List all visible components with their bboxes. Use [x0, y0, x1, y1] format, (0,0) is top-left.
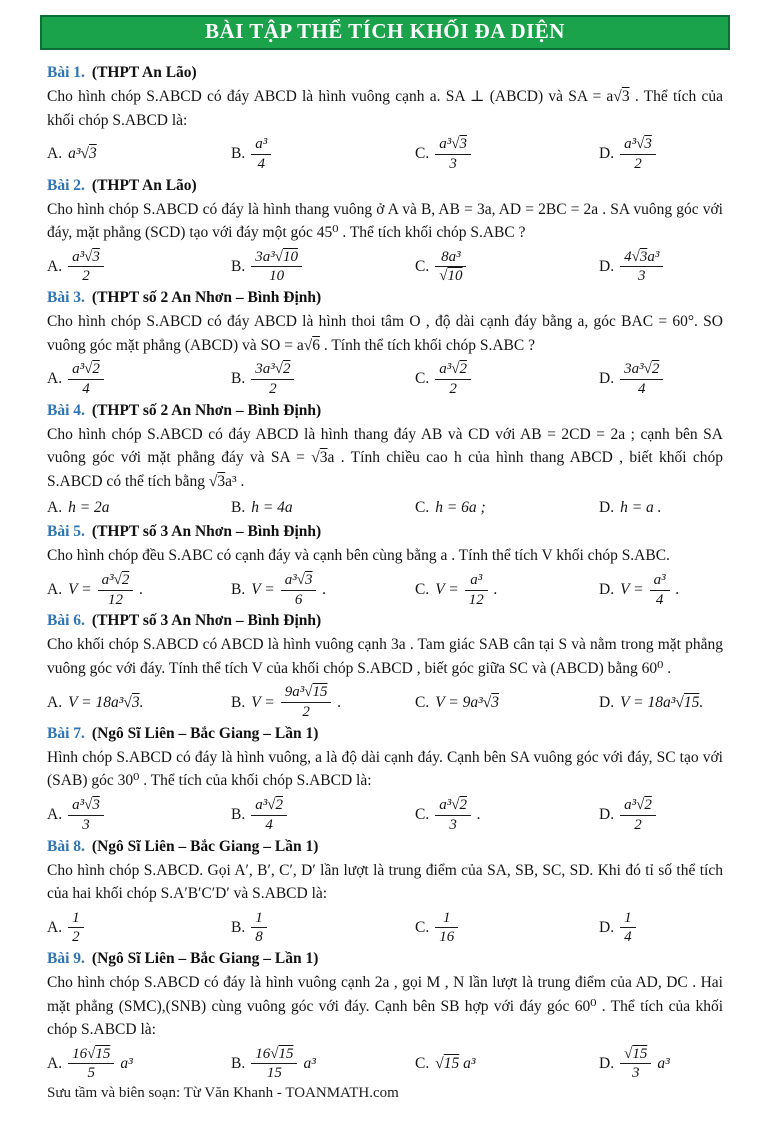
- problem-source: (Ngô Sĩ Liên – Bắc Giang – Lần 1): [91, 837, 319, 855]
- choices-row: [47, 361, 723, 398]
- answer-choice: [599, 797, 723, 834]
- answer-choice: [231, 684, 415, 721]
- fraction-numerator: 3a³√10: [251, 249, 302, 268]
- problem-block: [47, 288, 723, 398]
- fraction-denominator: 4: [655, 591, 664, 608]
- problem-body: Cho hình chóp S.ABCD có đáy là hình vuông cạnh 2a , gọi M , N lần lượt là trung điểm của AD, DC . Hai mặt phẳng (SMC),(SNB) cùng vuông góc với đáy. Cạnh bên SB hợp với đáy góc 60⁰ . Thể tích của khối chóp S.ABCD là:: [47, 974, 723, 1039]
- answer-choice: [47, 497, 231, 519]
- radicand: 15: [278, 1045, 294, 1062]
- choice-label: D.: [599, 145, 615, 163]
- fraction-denominator: 3: [82, 816, 90, 833]
- problem-number: Bài 8.: [47, 837, 85, 855]
- choices-row: [47, 249, 723, 286]
- radicand: 15: [632, 1045, 648, 1062]
- problem-block: [47, 611, 723, 721]
- choice-label: D.: [599, 806, 615, 824]
- choices-row: [47, 1046, 723, 1083]
- problem-source: (THPT số 2 An Nhơn – Bình Định): [91, 401, 322, 419]
- problem-source: (THPT số 2 An Nhơn – Bình Định): [91, 289, 322, 307]
- problem-body: Cho hình chóp S.ABCD có đáy là hình thang vuông ở A và B, AB = 3a, AD = 2BC = 2a . SA vuông góc với đáy, mặt phẳng (SCD) tạo với đáy một góc 45⁰ . Thể tích khối chóp S.ABC ?: [47, 200, 723, 242]
- fraction: [620, 361, 663, 398]
- fraction: [650, 572, 670, 609]
- answer-choice: [599, 136, 723, 173]
- fraction-numerator: a³√2: [620, 797, 656, 816]
- choice-expression: h = 6a ;: [435, 499, 486, 517]
- radicand: 15: [443, 1054, 460, 1072]
- problem-block: [47, 949, 723, 1082]
- fraction: [281, 684, 332, 721]
- fraction-denominator: 2: [449, 380, 457, 397]
- answer-choice: [231, 497, 415, 519]
- answer-choice: [415, 797, 599, 834]
- fraction-denominator: 2: [72, 929, 80, 946]
- radicand: 2: [275, 796, 283, 813]
- answer-choice: [231, 1046, 415, 1083]
- answer-choice: [231, 572, 415, 609]
- problem-number: Bài 5.: [47, 523, 85, 541]
- fraction-denominator: 10: [269, 268, 285, 285]
- answer-choice: [415, 692, 599, 714]
- answer-choice: [415, 572, 599, 609]
- fraction-numerator: a³√2: [435, 361, 471, 380]
- fraction-denominator: 4: [82, 380, 90, 397]
- fraction: [68, 910, 84, 947]
- radicand: 2: [651, 361, 660, 378]
- answer-choice: [47, 361, 231, 398]
- fraction-denominator: 3: [631, 1065, 640, 1082]
- fraction-denominator: 3: [637, 268, 646, 285]
- choices-row: [47, 797, 723, 834]
- choice-label: B.: [231, 257, 246, 275]
- fraction-denominator: 8: [255, 929, 263, 946]
- problem-heading: [47, 837, 723, 857]
- choice-expression: h = a .: [620, 499, 662, 517]
- choices-row: [47, 684, 723, 721]
- choice-expression-suffix: .: [493, 581, 498, 599]
- fraction-numerator: 1: [435, 910, 458, 929]
- answer-choice: [231, 361, 415, 398]
- fraction-numerator: √15: [620, 1046, 651, 1065]
- choice-label: C.: [415, 693, 430, 711]
- fraction-numerator: a³: [251, 136, 271, 155]
- fraction-numerator: a³√3: [281, 572, 317, 591]
- fraction-numerator: a³: [465, 572, 488, 591]
- fraction-denominator: 2: [634, 816, 642, 833]
- choice-label: A.: [47, 370, 63, 388]
- answer-choice: [415, 497, 599, 519]
- choice-expression: V =: [68, 581, 92, 599]
- radicand: 15: [95, 1045, 111, 1062]
- fraction-denominator: 4: [265, 816, 273, 833]
- footer-credit: Sưu tầm và biên soạn: Từ Văn Khanh - TOANMATH.com: [47, 1085, 399, 1102]
- problem-number: Bài 7.: [47, 724, 85, 742]
- choice-label: B.: [231, 1054, 246, 1072]
- choice-expression: a³√3: [68, 145, 97, 163]
- choice-expression-suffix: .: [139, 581, 144, 599]
- fraction: [465, 572, 488, 609]
- answer-choice: [47, 249, 231, 286]
- answer-choice: [47, 1046, 231, 1083]
- radicand: 10: [282, 248, 298, 265]
- radicand: 3: [639, 248, 648, 265]
- choice-label: B.: [231, 693, 246, 711]
- choice-expression-suffix: .: [675, 581, 680, 599]
- answer-choice: [599, 361, 723, 398]
- page-title: BÀI TẬP THỂ TÍCH KHỐI ĐA DIỆN: [205, 19, 565, 43]
- radicand: 3: [92, 248, 100, 265]
- radicand: 3: [217, 472, 226, 490]
- choices-row: [47, 136, 723, 173]
- choice-label: C.: [415, 370, 430, 388]
- choice-label: C.: [415, 499, 430, 517]
- choice-label: B.: [231, 918, 246, 936]
- problem-number: Bài 9.: [47, 950, 85, 968]
- fraction: [620, 136, 656, 173]
- radicand: 2: [92, 361, 100, 378]
- choice-label: A.: [47, 693, 63, 711]
- fraction-numerator: 9a³√15: [281, 684, 332, 703]
- fraction: [98, 572, 134, 609]
- fraction-numerator: a³: [650, 572, 670, 591]
- answer-choice: [599, 692, 723, 714]
- fraction-denominator: 2: [302, 704, 310, 721]
- fraction-denominator: 4: [637, 380, 646, 397]
- choice-expression-suffix: .: [322, 581, 327, 599]
- fraction-numerator: 16√15: [68, 1046, 114, 1065]
- radicand: 3: [491, 693, 500, 711]
- fraction-numerator: 1: [251, 910, 267, 929]
- fraction-denominator: 4: [624, 929, 632, 946]
- problem-number: Bài 4.: [47, 401, 85, 419]
- radicand: 2: [459, 361, 467, 378]
- fraction-denominator: 2: [634, 155, 642, 172]
- fraction: [281, 572, 317, 609]
- radicand: 3: [92, 796, 100, 813]
- choice-label: B.: [231, 806, 246, 824]
- radicand: 3: [621, 88, 630, 105]
- fraction-numerator: a³√2: [435, 797, 471, 816]
- choice-expression: √15 a³: [435, 1054, 476, 1072]
- choice-label: B.: [231, 145, 246, 163]
- choice-expression: V = 18a³√15.: [620, 693, 704, 711]
- fraction-numerator: 3a³√2: [251, 361, 294, 380]
- fraction: [251, 361, 294, 398]
- fraction: [251, 136, 271, 173]
- fraction-denominator: 12: [468, 591, 484, 608]
- problem-heading: [47, 522, 723, 542]
- problem-number: Bài 1.: [47, 64, 85, 81]
- choice-label: D.: [599, 918, 615, 936]
- problem-source: (THPT An Lão): [91, 64, 197, 81]
- fraction-numerator: 16√15: [251, 1046, 297, 1065]
- choice-expression-suffix: a³: [120, 1054, 133, 1072]
- radicand: 3: [319, 449, 328, 467]
- fraction-numerator: 4√3a³: [620, 249, 663, 268]
- fraction: [251, 249, 302, 286]
- choice-label: B.: [231, 370, 246, 388]
- fraction-numerator: a³√2: [251, 797, 287, 816]
- problem-heading: [47, 63, 723, 83]
- problem-source: (THPT An Lão): [91, 176, 197, 194]
- radicand: 15: [683, 693, 700, 711]
- choices-row: [47, 910, 723, 947]
- fraction: [435, 136, 471, 173]
- choice-label: C.: [415, 806, 430, 824]
- radicand: 6: [312, 336, 320, 354]
- fraction: [435, 797, 471, 834]
- fraction: [68, 1046, 114, 1083]
- problem-heading: [47, 401, 723, 421]
- radicand: 2: [459, 796, 467, 813]
- fraction-denominator: √10: [439, 268, 463, 285]
- choice-label: B.: [231, 581, 246, 599]
- choice-expression-suffix: .: [337, 693, 342, 711]
- problem-heading: [47, 288, 723, 308]
- radicand: 3: [644, 136, 652, 152]
- answer-choice: [415, 1053, 599, 1075]
- problem-block: [47, 837, 723, 947]
- choice-expression-suffix: a³: [657, 1054, 670, 1072]
- choice-label: C.: [415, 257, 430, 275]
- answer-choice: [47, 910, 231, 947]
- problems: [0, 50, 768, 1085]
- radicand: 3: [459, 136, 467, 152]
- radicand: 10: [447, 268, 463, 285]
- problem-heading: [47, 724, 723, 744]
- answer-choice: [599, 497, 723, 519]
- choice-expression: h = 4a: [251, 499, 293, 517]
- fraction: [68, 797, 104, 834]
- answer-choice: [47, 692, 231, 714]
- fraction-denominator: 5: [87, 1065, 95, 1082]
- problem-heading: [47, 949, 723, 969]
- choice-label: C.: [415, 145, 430, 163]
- problem-block: [47, 176, 723, 286]
- choice-expression: V =: [620, 581, 644, 599]
- problem-body: Cho khối chóp S.ABCD có ABCD là hình vuông cạnh 3a . Tam giác SAB cân tại S và nằm trong mặt phẳng vuông góc với đáy. Tính thể tích V của khối chóp S.ABCD , biết góc giữa SC và (ABCD) bằng 60⁰ .: [47, 636, 723, 677]
- radicand: 2: [121, 571, 130, 588]
- fraction-denominator: 2: [82, 268, 90, 285]
- problem-block: [47, 63, 723, 173]
- problem-number: Bài 2.: [47, 176, 85, 194]
- fraction: [620, 910, 636, 947]
- problem-block: [47, 724, 723, 834]
- choices-row: [47, 497, 723, 519]
- choice-label: D.: [599, 1054, 615, 1072]
- choice-expression: V = 9a³√3: [435, 693, 500, 711]
- title-banner: [40, 15, 730, 50]
- fraction-numerator: a³√3: [435, 136, 471, 155]
- choice-expression: V = 18a³√3.: [68, 693, 144, 711]
- fraction-denominator: 16: [439, 929, 455, 946]
- answer-choice: [231, 136, 415, 173]
- answer-choice: [415, 361, 599, 398]
- fraction-numerator: a³√3: [68, 797, 104, 816]
- answer-choice: [599, 910, 723, 947]
- choice-expression: V =: [251, 693, 275, 711]
- fraction-numerator: a³√3: [620, 136, 656, 155]
- fraction-denominator: 4: [257, 155, 265, 172]
- fraction-numerator: a³√3: [68, 249, 104, 268]
- problem-heading: [47, 611, 723, 631]
- choice-label: C.: [415, 581, 430, 599]
- answer-choice: [415, 249, 599, 286]
- problem-body: Cho hình chóp S.ABCD có đáy ABCD là hình thang đáy AB và CD với AB = 2CD = 2a ; cạnh bên SA vuông góc với mặt phẳng đáy và SA = √3a . Tính chiều cao h của hình thang ABCD , biết khối chóp S.ABCD có thể tích bằng √3a³ .: [47, 425, 723, 490]
- fraction: [251, 1046, 297, 1083]
- fraction: [620, 797, 656, 834]
- problem-heading: [47, 176, 723, 196]
- problem-body: Cho hình chóp S.ABCD. Gọi A′, B′, C′, D′ lần lượt là trung điểm của SA, SB, SC, SD. Khi đó tỉ số thể tích của hai khối chóp S.A′B′C′D′ và S.ABCD là:: [47, 861, 723, 903]
- choice-expression: V =: [251, 581, 275, 599]
- fraction: [435, 361, 471, 398]
- radicand: 2: [282, 361, 291, 378]
- fraction: [68, 361, 104, 398]
- problem-source: (Ngô Sĩ Liên – Bắc Giang – Lần 1): [91, 950, 319, 968]
- fraction-denominator: 2: [269, 380, 277, 397]
- answer-choice: [599, 249, 723, 286]
- choice-expression-suffix: .: [476, 806, 481, 824]
- radicand: 15: [312, 684, 328, 701]
- answer-choice: [231, 797, 415, 834]
- choice-label: A.: [47, 257, 63, 275]
- radicand: 3: [304, 571, 313, 588]
- problem-source: (THPT số 3 An Nhơn – Bình Định): [91, 523, 322, 541]
- fraction: [435, 249, 466, 286]
- answer-choice: [415, 910, 599, 947]
- fraction-denominator: 6: [294, 591, 303, 608]
- problem-body: Cho hình chóp S.ABCD có đáy ABCD là hình thoi tâm O , độ dài cạnh đáy bằng a, góc BAC = 60°. SO vuông góc mặt phẳng (ABCD) và SO = a√6 . Tính thể tích khối chóp S.ABC ?: [47, 313, 723, 354]
- answer-choice: [231, 910, 415, 947]
- fraction-denominator: 3: [449, 155, 457, 172]
- fraction-denominator: 3: [449, 816, 457, 833]
- problem-number: Bài 6.: [47, 612, 85, 630]
- fraction: [251, 797, 287, 834]
- fraction: [68, 249, 104, 286]
- choice-label: A.: [47, 806, 63, 824]
- answer-choice: [599, 1046, 723, 1083]
- answer-choice: [415, 136, 599, 173]
- choice-expression: V =: [435, 581, 459, 599]
- fraction: [251, 910, 267, 947]
- problem-source: (THPT số 3 An Nhơn – Bình Định): [91, 612, 322, 630]
- answer-choice: [47, 797, 231, 834]
- choice-label: C.: [415, 918, 430, 936]
- answer-choice: [599, 572, 723, 609]
- fraction-numerator: a³√2: [98, 572, 134, 591]
- choice-expression: h = 2a: [68, 499, 110, 517]
- choice-expression-suffix: a³: [303, 1054, 316, 1072]
- fraction-numerator: 1: [620, 910, 636, 929]
- fraction-numerator: 1: [68, 910, 84, 929]
- choices-row: [47, 572, 723, 609]
- problem-block: [47, 522, 723, 608]
- radicand: 2: [644, 796, 652, 813]
- problem-source: (Ngô Sĩ Liên – Bắc Giang – Lần 1): [91, 724, 319, 742]
- problem-body: Hình chóp S.ABCD có đáy là hình vuông, a là độ dài cạnh đáy. Cạnh bên SA vuông góc với đáy, SC tạo với (SAB) góc 30⁰ . Thể tích của khối chóp S.ABCD là:: [47, 748, 723, 790]
- fraction-denominator: 15: [266, 1065, 282, 1082]
- fraction-numerator: 8a³: [435, 249, 466, 268]
- choice-label: D.: [599, 581, 615, 599]
- choice-label: A.: [47, 499, 63, 517]
- fraction-denominator: 12: [107, 591, 123, 608]
- problem-body: Cho hình chóp đều S.ABC có cạnh đáy và cạnh bên cùng bằng a . Tính thể tích V khối chóp S.ABC.: [47, 547, 670, 565]
- fraction-numerator: a³√2: [68, 361, 104, 380]
- fraction: [435, 910, 458, 947]
- fraction: [620, 249, 663, 286]
- choice-label: A.: [47, 145, 63, 163]
- choice-label: A.: [47, 581, 63, 599]
- problem-block: [47, 401, 723, 520]
- fraction: [620, 1046, 651, 1083]
- problem-number: Bài 3.: [47, 289, 85, 307]
- radicand: 3: [131, 693, 140, 711]
- answer-choice: [231, 249, 415, 286]
- problem-body: Cho hình chóp S.ABCD có đáy ABCD là hình vuông cạnh a. SA ⊥ (ABCD) và SA = a√3 . Thể tích của khối chóp S.ABCD là:: [47, 88, 723, 129]
- choice-label: A.: [47, 1054, 63, 1072]
- answer-choice: [47, 572, 231, 609]
- choice-label: B.: [231, 499, 246, 517]
- choice-label: D.: [599, 370, 615, 388]
- answer-choice: [47, 143, 231, 165]
- fraction-numerator: 3a³√2: [620, 361, 663, 380]
- choice-label: A.: [47, 918, 63, 936]
- choice-label: D.: [599, 693, 615, 711]
- choice-label: D.: [599, 499, 615, 517]
- radicand: 3: [88, 145, 97, 163]
- choice-label: D.: [599, 257, 615, 275]
- choice-label: C.: [415, 1054, 430, 1072]
